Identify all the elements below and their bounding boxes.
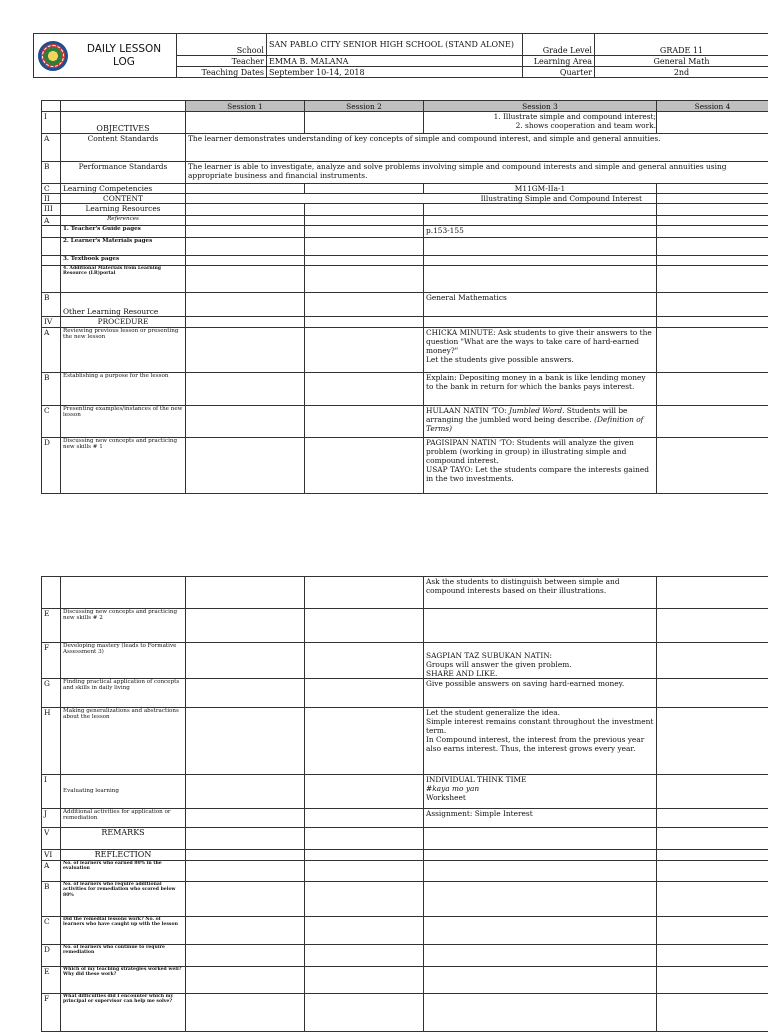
f-letter: F <box>42 643 61 679</box>
pb-s3: Explain: Depositing money in a bank is like lending money to the bank in return for which the banks pays interest. <box>424 373 657 406</box>
school-label: School <box>177 34 267 56</box>
re-label: Which of my teaching strategies worked well? Why did these work? <box>61 967 186 994</box>
rc-label: Did the remedial lessons work? No. of learners who have caught up with the lesson <box>61 917 186 945</box>
g-label: Finding practical application of concepts and skills in daily living <box>61 679 186 708</box>
ref-label: References <box>61 216 186 226</box>
tb-label: 3. Textbook pages <box>61 256 186 266</box>
e-label: Discussing new concepts and practicing new skills # 2 <box>61 609 186 643</box>
area-label: Learning Area <box>523 56 595 67</box>
g-s3: Give possible answers on saving hard-earned money. <box>424 679 657 708</box>
title-line1: DAILY LESSON <box>74 43 174 56</box>
perf-std-text: The learner is able to investigate, analyze and solve problems involving simple and compound interests and simple and general annuities using appropriate business and financial instruments. <box>186 162 768 184</box>
cont-s3: Ask the students to distinguish between simple and compound interests based on their illustrations. <box>424 577 657 609</box>
reflection-label: REFLECTION <box>61 850 186 861</box>
content-label: CONTENT <box>61 194 186 204</box>
remarks-num: V <box>42 828 61 850</box>
teacher-label: Teacher <box>177 56 267 67</box>
other-label: Other Learning Resource <box>61 293 186 317</box>
pa-s3: CHICKA MINUTE: Ask students to give their answers to the question "What are the ways to take care of hard-earned money?" Let the students give possible answers. <box>424 328 657 373</box>
content-num: II <box>42 194 61 204</box>
other-s3: General Mathematics <box>424 293 657 317</box>
procedure-label: PROCEDURE <box>61 317 186 328</box>
school-seal-icon <box>38 41 68 71</box>
pd-label: Discussing new concepts and practicing new skills # 1 <box>61 438 186 494</box>
rf-letter: F <box>42 994 61 1032</box>
j-letter: J <box>42 809 61 828</box>
lesson-table-part1 <box>41 100 768 494</box>
tg-label: 1. Teacher's Guide pages <box>61 226 186 238</box>
pc-letter: C <box>42 406 61 438</box>
lm-label: 2. Learner's Materials pages <box>61 238 186 256</box>
content-std-label: Content Standards <box>61 134 186 162</box>
i-s3: INDIVIDUAL THINK TIME #kaya mo yan Worksheet <box>424 775 657 809</box>
j-label: Additional activities for application or remediation <box>61 809 186 828</box>
title-line2: LOG <box>74 56 174 69</box>
content-std-letter: A <box>42 134 61 162</box>
rc-letter: C <box>42 917 61 945</box>
session2-header: Session 2 <box>305 101 424 112</box>
perf-std-label: Performance Standards <box>61 162 186 184</box>
resources-num: III <box>42 204 61 216</box>
procedure-num: IV <box>42 317 61 328</box>
h-label: Making generalizations and abstractions about the lesson <box>61 708 186 775</box>
h-s3: Let the student generalize the idea. Simple interest remains constant throughout the investment term. In Compound interest, the interest from the previous year also earns interest. Thus, the interest grows every year. <box>424 708 657 775</box>
i-letter: I <box>42 775 61 809</box>
pc-s3: HULAAN NATIN 'TO: Jumbled Word. Students will be arranging the jumbled word being describe. (Definition of Terms) <box>424 406 657 438</box>
dates-value: September 10-14, 2018 <box>267 67 523 78</box>
rf-label: What difficulties did I encounter which my principal or supervisor can help me solve? <box>61 994 186 1032</box>
objectives-label: OBJECTIVES <box>61 112 186 134</box>
pb-label: Establishing a purpose for the lesson <box>61 373 186 406</box>
reflection-num: VI <box>42 850 61 861</box>
rd-letter: D <box>42 945 61 967</box>
i-label: Evaluating learning <box>61 775 186 809</box>
g-letter: G <box>42 679 61 708</box>
ref-letter: A <box>42 216 61 226</box>
comp-s3: M11GM-IIa-1 <box>424 184 657 194</box>
header-table <box>33 33 768 78</box>
f-s3: SAGPIAN TAZ SUBUKAN NATIN: Groups will answer the given problem. SHARE AND LIKE. <box>424 643 657 679</box>
ra-label: No. of learners who earned 80% in the evaluation <box>61 861 186 882</box>
objectives-s3: 1. Illustrate simple and compound interest; 2. shows cooperation and team work. <box>424 112 657 134</box>
content-s3: Illustrating Simple and Compound Interest <box>186 194 657 204</box>
grade-label: Grade Level <box>523 34 595 56</box>
h-letter: H <box>42 708 61 775</box>
content-std-text: The learner demonstrates understanding of key concepts of simple and compound interest, and simple and general annuities. <box>186 134 768 162</box>
pc-label: Presenting examples/instances of the new lesson <box>61 406 186 438</box>
rd-label: No. of learners who continue to require remediation <box>61 945 186 967</box>
re-letter: E <box>42 967 61 994</box>
pd-s3: PAGISIPAN NATIN 'TO: Students will analyze the given problem (working in group) in illustrating simple and compound interest. USAP TAYO: Let the students compare the interests gained in the two investments. <box>424 438 657 494</box>
comp-letter: C <box>42 184 61 194</box>
school-value: SAN PABLO CITY SENIOR HIGH SCHOOL (STAND ALONE) <box>267 34 523 56</box>
perf-std-letter: B <box>42 162 61 184</box>
comp-label: Learning Competencies <box>61 184 186 194</box>
j-s3: Assignment: Simple Interest <box>424 809 657 828</box>
quarter-value: 2nd <box>595 67 768 78</box>
remarks-label: REMARKS <box>61 828 186 850</box>
other-letter: B <box>42 293 61 317</box>
session4-header: Session 4 <box>657 101 768 112</box>
session3-header: Session 3 <box>424 101 657 112</box>
header-title-cell <box>34 34 177 78</box>
rb-label: No. of learners who require additional activities for remediation who scored below 80% <box>61 882 186 917</box>
ra-letter: A <box>42 861 61 882</box>
grade-value: GRADE 11 <box>595 34 768 56</box>
f-label: Developing mastery (leads to Formative Assessment 3) <box>61 643 186 679</box>
tg-s3: p.153-155 <box>424 226 657 238</box>
pa-label: Reviewing previous lesson or presenting the new lesson <box>61 328 186 373</box>
quarter-label: Quarter <box>523 67 595 78</box>
add-label: 4. Additional Materials from Learning Resource (LR)portal <box>61 266 186 293</box>
pd-letter: D <box>42 438 61 494</box>
e-letter: E <box>42 609 61 643</box>
dates-label: Teaching Dates <box>177 67 267 78</box>
objectives-num: I <box>42 112 61 134</box>
pa-letter: A <box>42 328 61 373</box>
lesson-table-part2 <box>41 576 768 1032</box>
pb-letter: B <box>42 373 61 406</box>
session1-header: Session 1 <box>186 101 305 112</box>
teacher-value: EMMA B. MALANA <box>267 56 523 67</box>
rb-letter: B <box>42 882 61 917</box>
resources-label: Learning Resources <box>61 204 186 216</box>
area-value: General Math <box>595 56 768 67</box>
